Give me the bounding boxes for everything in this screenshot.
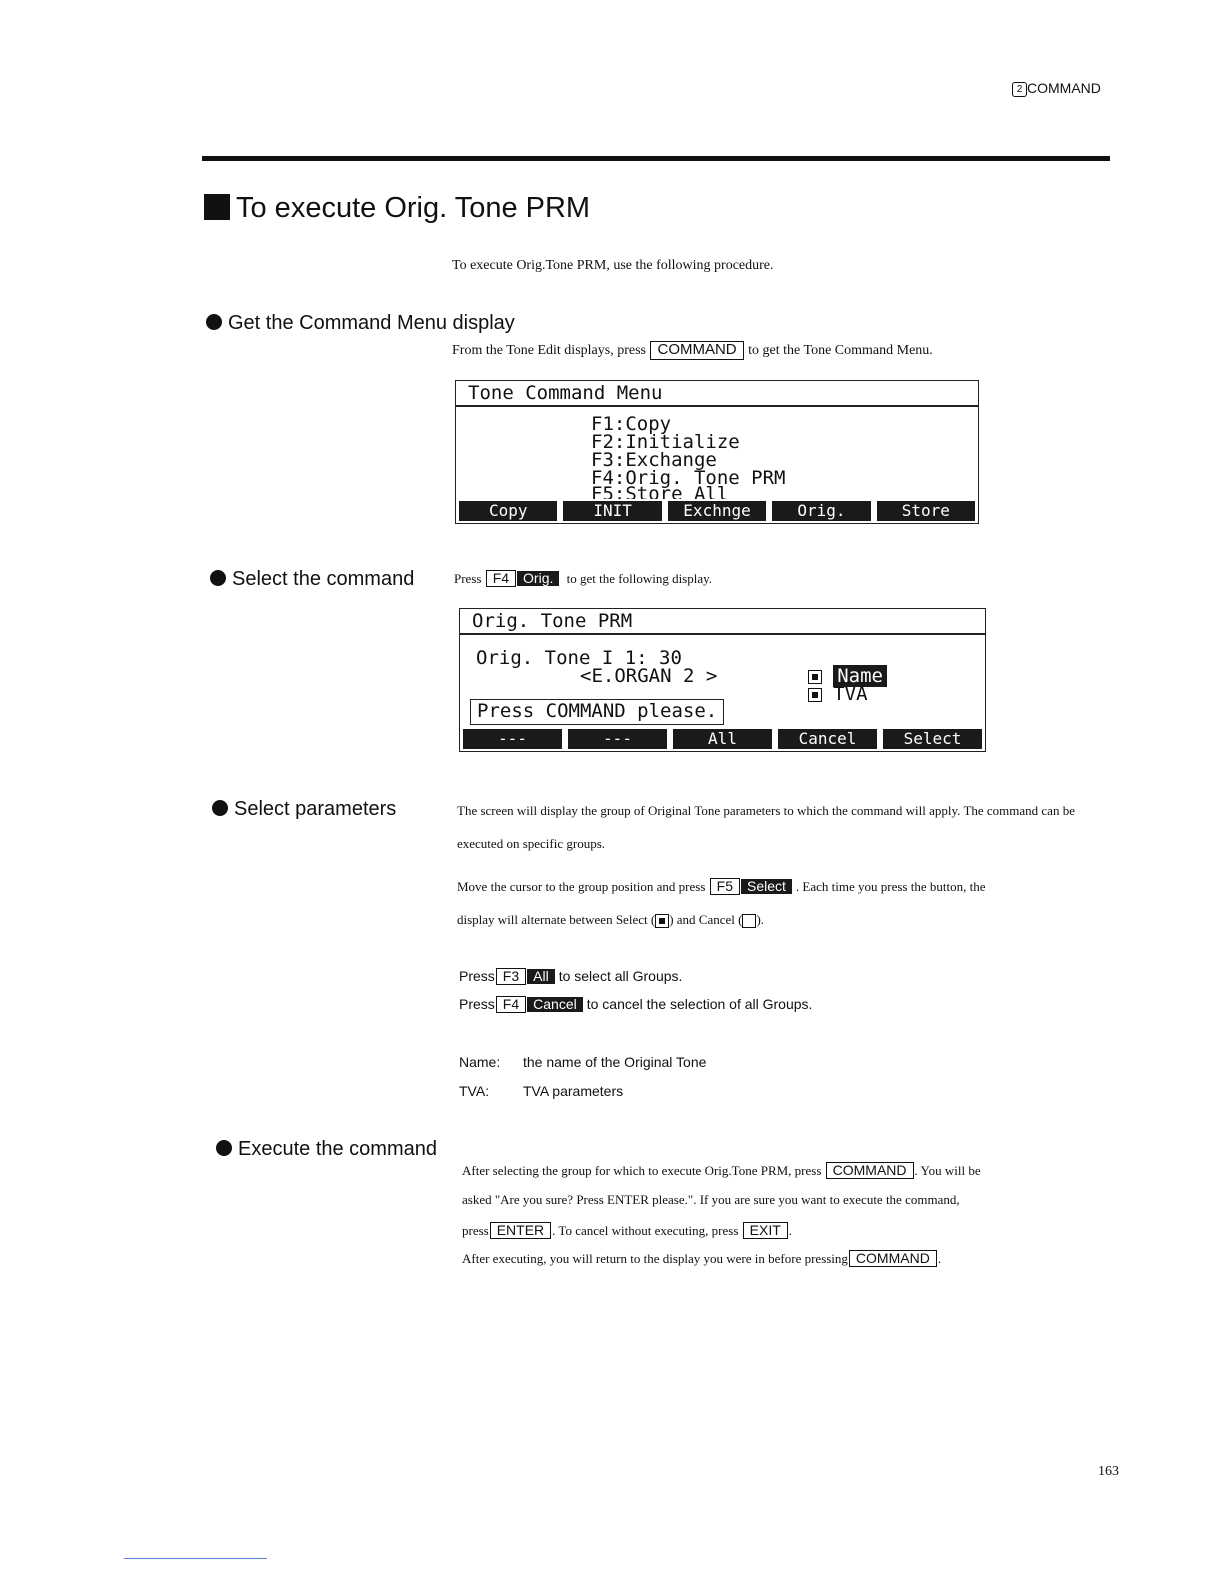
lcd-menu-line: F3:Exchange (591, 449, 717, 471)
lcd-menu-line: F5:Store All (591, 485, 729, 499)
step1-text (452, 341, 933, 360)
intro-text: To execute Orig.Tone PRM, use the following procedure. (452, 258, 774, 273)
press-all-line (459, 968, 682, 985)
para2-line2-b: ) and Cancel ( (669, 912, 743, 927)
step3-para1: The screen will display the group of Original Tone parameters to which the command will apply. The command can be executed on specific groups. (457, 803, 1075, 851)
all-softkey: All (527, 969, 555, 984)
fkey-orig: Orig. (772, 501, 870, 521)
step4-line4-after: . (937, 1251, 942, 1266)
lcd-menu-line: F4:Orig. Tone PRM (591, 467, 786, 489)
step1-text-after: to get the Tone Command Menu. (748, 343, 933, 358)
step4-line3 (462, 1222, 792, 1239)
all-text: to select all Groups. (558, 968, 683, 984)
fkey-cancel: Cancel (778, 729, 877, 749)
bullet-icon (206, 314, 222, 330)
lcd-menu-line: F1:Copy (591, 413, 672, 435)
lcd-title: Orig. Tone PRM (460, 609, 985, 635)
step4-line1-before: After selecting the group for which to execute Orig.Tone PRM, press (462, 1163, 822, 1178)
command-key: COMMAND (849, 1250, 937, 1267)
step4-line4-before: After executing, you will return to the display you were in before pressing (462, 1251, 848, 1266)
lcd-orig-tone-prm (459, 608, 986, 752)
fkey-select: Select (883, 729, 982, 749)
command-key: COMMAND (826, 1162, 914, 1179)
step-heading-2 (210, 568, 414, 591)
lcd-title: Tone Command Menu (456, 381, 978, 407)
f3-key: F3 (496, 968, 526, 985)
fkey-copy: Copy (459, 501, 557, 521)
definition-term: Name: (459, 1054, 501, 1070)
cancel-text: to cancel the selection of all Groups. (586, 996, 813, 1012)
function-key-bar (459, 501, 975, 521)
step2-text (454, 570, 712, 587)
select-softkey: Select (741, 879, 792, 894)
f4-key: F4 (486, 570, 516, 587)
step-heading-text: Get the Command Menu display (228, 312, 515, 334)
bullet-icon (210, 570, 226, 586)
para2-text-before: Move the cursor to the group position and press (457, 879, 706, 894)
select-box-icon (655, 914, 669, 928)
step4-line3-c: . (788, 1223, 793, 1238)
step-heading-text: Execute the command (238, 1138, 437, 1160)
lcd-tone-line: Orig. Tone I 1: 30 (476, 647, 682, 669)
step4-line3-b: . To cancel without executing, press (552, 1223, 739, 1238)
fkey-init: INIT (563, 501, 661, 521)
bullet-icon (216, 1140, 232, 1156)
fkey-empty: --- (463, 729, 562, 749)
param-name[interactable]: Name (833, 665, 887, 687)
definition-desc: the name of the Original Tone (523, 1054, 707, 1070)
section-label: COMMAND (1027, 80, 1101, 96)
cancel-softkey: Cancel (527, 997, 583, 1012)
definition-desc: TVA parameters (523, 1083, 624, 1099)
step-heading-3 (212, 798, 396, 821)
press-command-prompt: Press COMMAND please. (470, 699, 724, 725)
bullet-icon (212, 800, 228, 816)
step3-para2-line1 (457, 878, 1122, 895)
step-heading-text: Select the command (232, 568, 415, 590)
step-heading-1 (206, 312, 515, 335)
press-label: Press (459, 996, 495, 1012)
para2-text-after: . Each time you press the button, the (795, 879, 986, 894)
step4-line4 (462, 1250, 941, 1267)
step-heading-4 (216, 1138, 437, 1161)
lcd-tone-command-menu (455, 380, 979, 524)
cancel-box-icon (742, 914, 756, 928)
definition-row (459, 1054, 706, 1070)
definition-term: TVA: (459, 1083, 490, 1099)
step4-line1-after: . You will be (914, 1163, 981, 1178)
f5-key: F5 (710, 878, 740, 895)
definition-row (459, 1083, 623, 1099)
lcd-tone-name-line: <E.ORGAN 2 > (580, 665, 718, 687)
para2-line2-a: display will alternate between Select ( (457, 912, 656, 927)
step4-line3-a: press (462, 1223, 489, 1238)
step-heading-text: Select parameters (234, 798, 397, 820)
fkey-store: Store (877, 501, 975, 521)
fkey-exchange: Exchnge (668, 501, 766, 521)
press-label: Press (459, 968, 495, 984)
f4-key: F4 (496, 996, 526, 1013)
header-rule (202, 156, 1110, 161)
lcd-menu-line: F2:Initialize (591, 431, 740, 453)
title-square-icon (204, 194, 230, 220)
page-number: 163 (1098, 1464, 1119, 1479)
exit-key: EXIT (743, 1222, 788, 1239)
page-title: To execute Orig. Tone PRM (236, 192, 591, 224)
section-header (1012, 80, 1101, 97)
section-number-icon: 2 (1012, 82, 1027, 97)
step1-text-before: From the Tone Edit displays, press (452, 343, 646, 358)
enter-key: ENTER (490, 1222, 551, 1239)
param-tva-row (762, 667, 868, 721)
param-tva[interactable]: TVA (833, 683, 868, 705)
step4-line2: asked "Are you sure? Press ENTER please.". If you are sure you want to execute the command, (462, 1192, 960, 1207)
para2-line2-c: ). (756, 912, 765, 927)
step2-text-before: Press (454, 571, 482, 586)
step2-text-after: to get the following display. (566, 571, 713, 586)
select-checkbox-icon[interactable] (808, 688, 822, 702)
fkey-all: All (673, 729, 772, 749)
step4-line1 (462, 1162, 1127, 1179)
step3-para2-line2 (457, 912, 764, 928)
command-key: COMMAND (650, 341, 743, 360)
press-cancel-line (459, 996, 812, 1013)
function-key-bar (463, 729, 982, 749)
footer-line (124, 1558, 267, 1559)
fkey-empty: --- (568, 729, 667, 749)
page-title-row (204, 192, 590, 225)
orig-softkey: Orig. (517, 571, 559, 586)
